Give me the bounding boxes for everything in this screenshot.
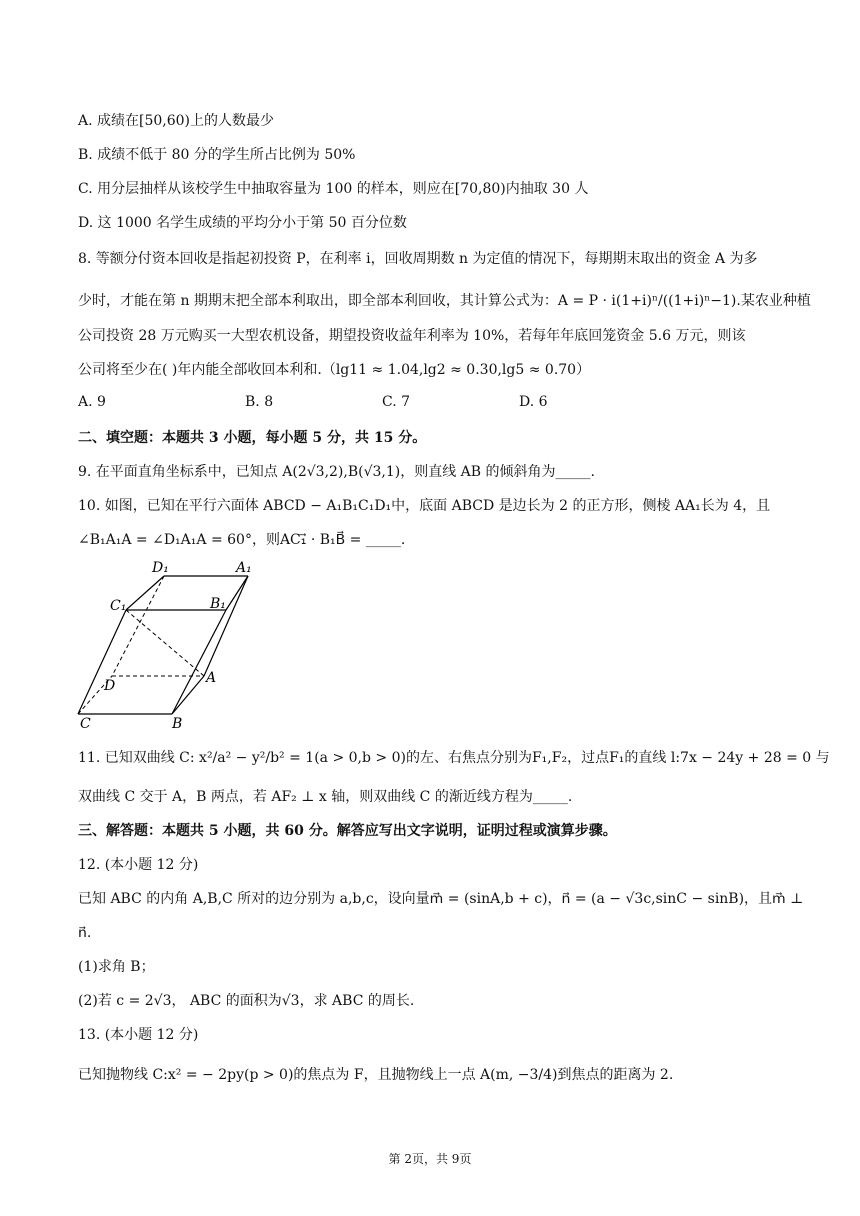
q7-option-c: C. 用分层抽样从该校学生中抽取容量为 100 的样本，则应在[70,80)内抽取 30 人 bbox=[78, 181, 589, 197]
q8-line-4: 公司将至少在( )年内能全部收回本利和.（lg11 ≈ 1.04,lg2 ≈ 0.30,lg5 ≈ 0.70） bbox=[78, 362, 591, 378]
q12-part-2: (2)若 c = 2√3， ABC 的面积为√3，求 ABC 的周长. bbox=[78, 993, 415, 1009]
q11-line-2: 双曲线 C 交于 A，B 两点，若 AF₂ ⊥ x 轴，则双曲线 C 的渐近线方程为_____. bbox=[78, 789, 573, 805]
q7-option-a: A. 成绩在[50,60)上的人数最少 bbox=[78, 113, 275, 129]
edge-b-a bbox=[172, 676, 204, 714]
label-d: D bbox=[104, 678, 116, 694]
q13-header: 13. (本小题 12 分) bbox=[78, 1027, 199, 1043]
q8-option-c: C. 7 bbox=[382, 394, 411, 410]
edge-a1-a bbox=[204, 576, 248, 676]
q12-line-1: 已知 ABC 的内角 A,B,C 所对的边分别为 a,b,c，设向量m⃗ = (sinA,b + c)，n⃗ = (a − √3c,sinC − sinB)，且m⃗ ⊥ bbox=[78, 891, 804, 907]
q8-line-2: 少时，才能在第 n 期期末把全部本利取出，即全部本利回收，其计算公式为：A = P · i(1+i)ⁿ/((1+i)ⁿ−1).某农业种植 bbox=[78, 293, 811, 309]
q13-line-1: 已知抛物线 C:x² = − 2py(p > 0)的焦点为 F，且抛物线上一点 A(m, −3/4)到焦点的距离为 2. bbox=[78, 1067, 674, 1083]
q8-option-d: D. 6 bbox=[519, 394, 548, 410]
hidden-diagonal-c1-a bbox=[126, 610, 204, 676]
q8-option-b: B. 8 bbox=[245, 394, 274, 410]
label-d1: D₁ bbox=[152, 560, 169, 576]
edge-b1-b bbox=[172, 610, 226, 714]
label-a: A bbox=[206, 670, 217, 686]
q10-line-1: 10. 如图，已知在平行六面体 ABCD − A₁B₁C₁D₁中，底面 ABCD 是边长为 2 的正方形，侧棱 AA₁长为 4，且 bbox=[78, 498, 771, 514]
q11-line-1: 11. 已知双曲线 C: x²/a² − y²/b² = 1(a > 0,b > 0)的左、右焦点分别为F₁,F₂，过点F₁的直线 l:7x − 24y + 28 = 0 与 bbox=[78, 750, 830, 766]
label-c: C bbox=[80, 716, 91, 730]
hidden-edge-d1-d bbox=[112, 576, 164, 676]
q8-option-a: A. 9 bbox=[78, 394, 106, 410]
parallelepiped-figure bbox=[70, 558, 270, 730]
label-c1: C₁ bbox=[110, 598, 127, 614]
q9: 9. 在平面直角坐标系中，已知点 A(2√3,2),B(√3,1)，则直线 AB 的倾斜角为_____. bbox=[78, 464, 595, 480]
q12-part-1: (1)求角 B； bbox=[78, 959, 155, 975]
label-a1: A₁ bbox=[236, 560, 252, 576]
q10-line-2: ∠B₁A₁A = ∠D₁A₁A = 60°，则AC₁⃗ · B₁B⃗ = _____. bbox=[78, 532, 406, 548]
q8-line-1: 8. 等额分付资本回收是指起初投资 P，在利率 i，回收周期数 n 为定值的情况下，每期期末取出的资金 A 为多 bbox=[78, 251, 758, 267]
section-answer-heading: 三、解答题：本题共 5 小题，共 60 分。解答应写出文字说明，证明过程或演算步骤。 bbox=[78, 823, 617, 839]
q7-option-d: D. 这 1000 名学生成绩的平均分小于第 50 百分位数 bbox=[78, 215, 407, 231]
edge-d1-c1 bbox=[126, 576, 164, 610]
q12-line-2: n⃗. bbox=[78, 925, 92, 941]
label-b1: B₁ bbox=[210, 596, 226, 612]
label-b: B bbox=[172, 716, 183, 730]
edge-c1-c bbox=[78, 610, 126, 714]
q12-header: 12. (本小题 12 分) bbox=[78, 857, 199, 873]
edge-a1-b1 bbox=[226, 576, 248, 610]
q8-line-3: 公司投资 28 万元购买一大型农机设备，期望投资收益年利率为 10%，若每年年底回笼资金 5.6 万元，则该 bbox=[78, 328, 746, 344]
section-fill-in-heading: 二、填空题：本题共 3 小题，每小题 5 分，共 15 分。 bbox=[78, 430, 427, 446]
q7-option-b: B. 成绩不低于 80 分的学生所占比例为 50% bbox=[78, 147, 356, 163]
page-footer: 第 2页，共 9页 bbox=[388, 1152, 472, 1166]
